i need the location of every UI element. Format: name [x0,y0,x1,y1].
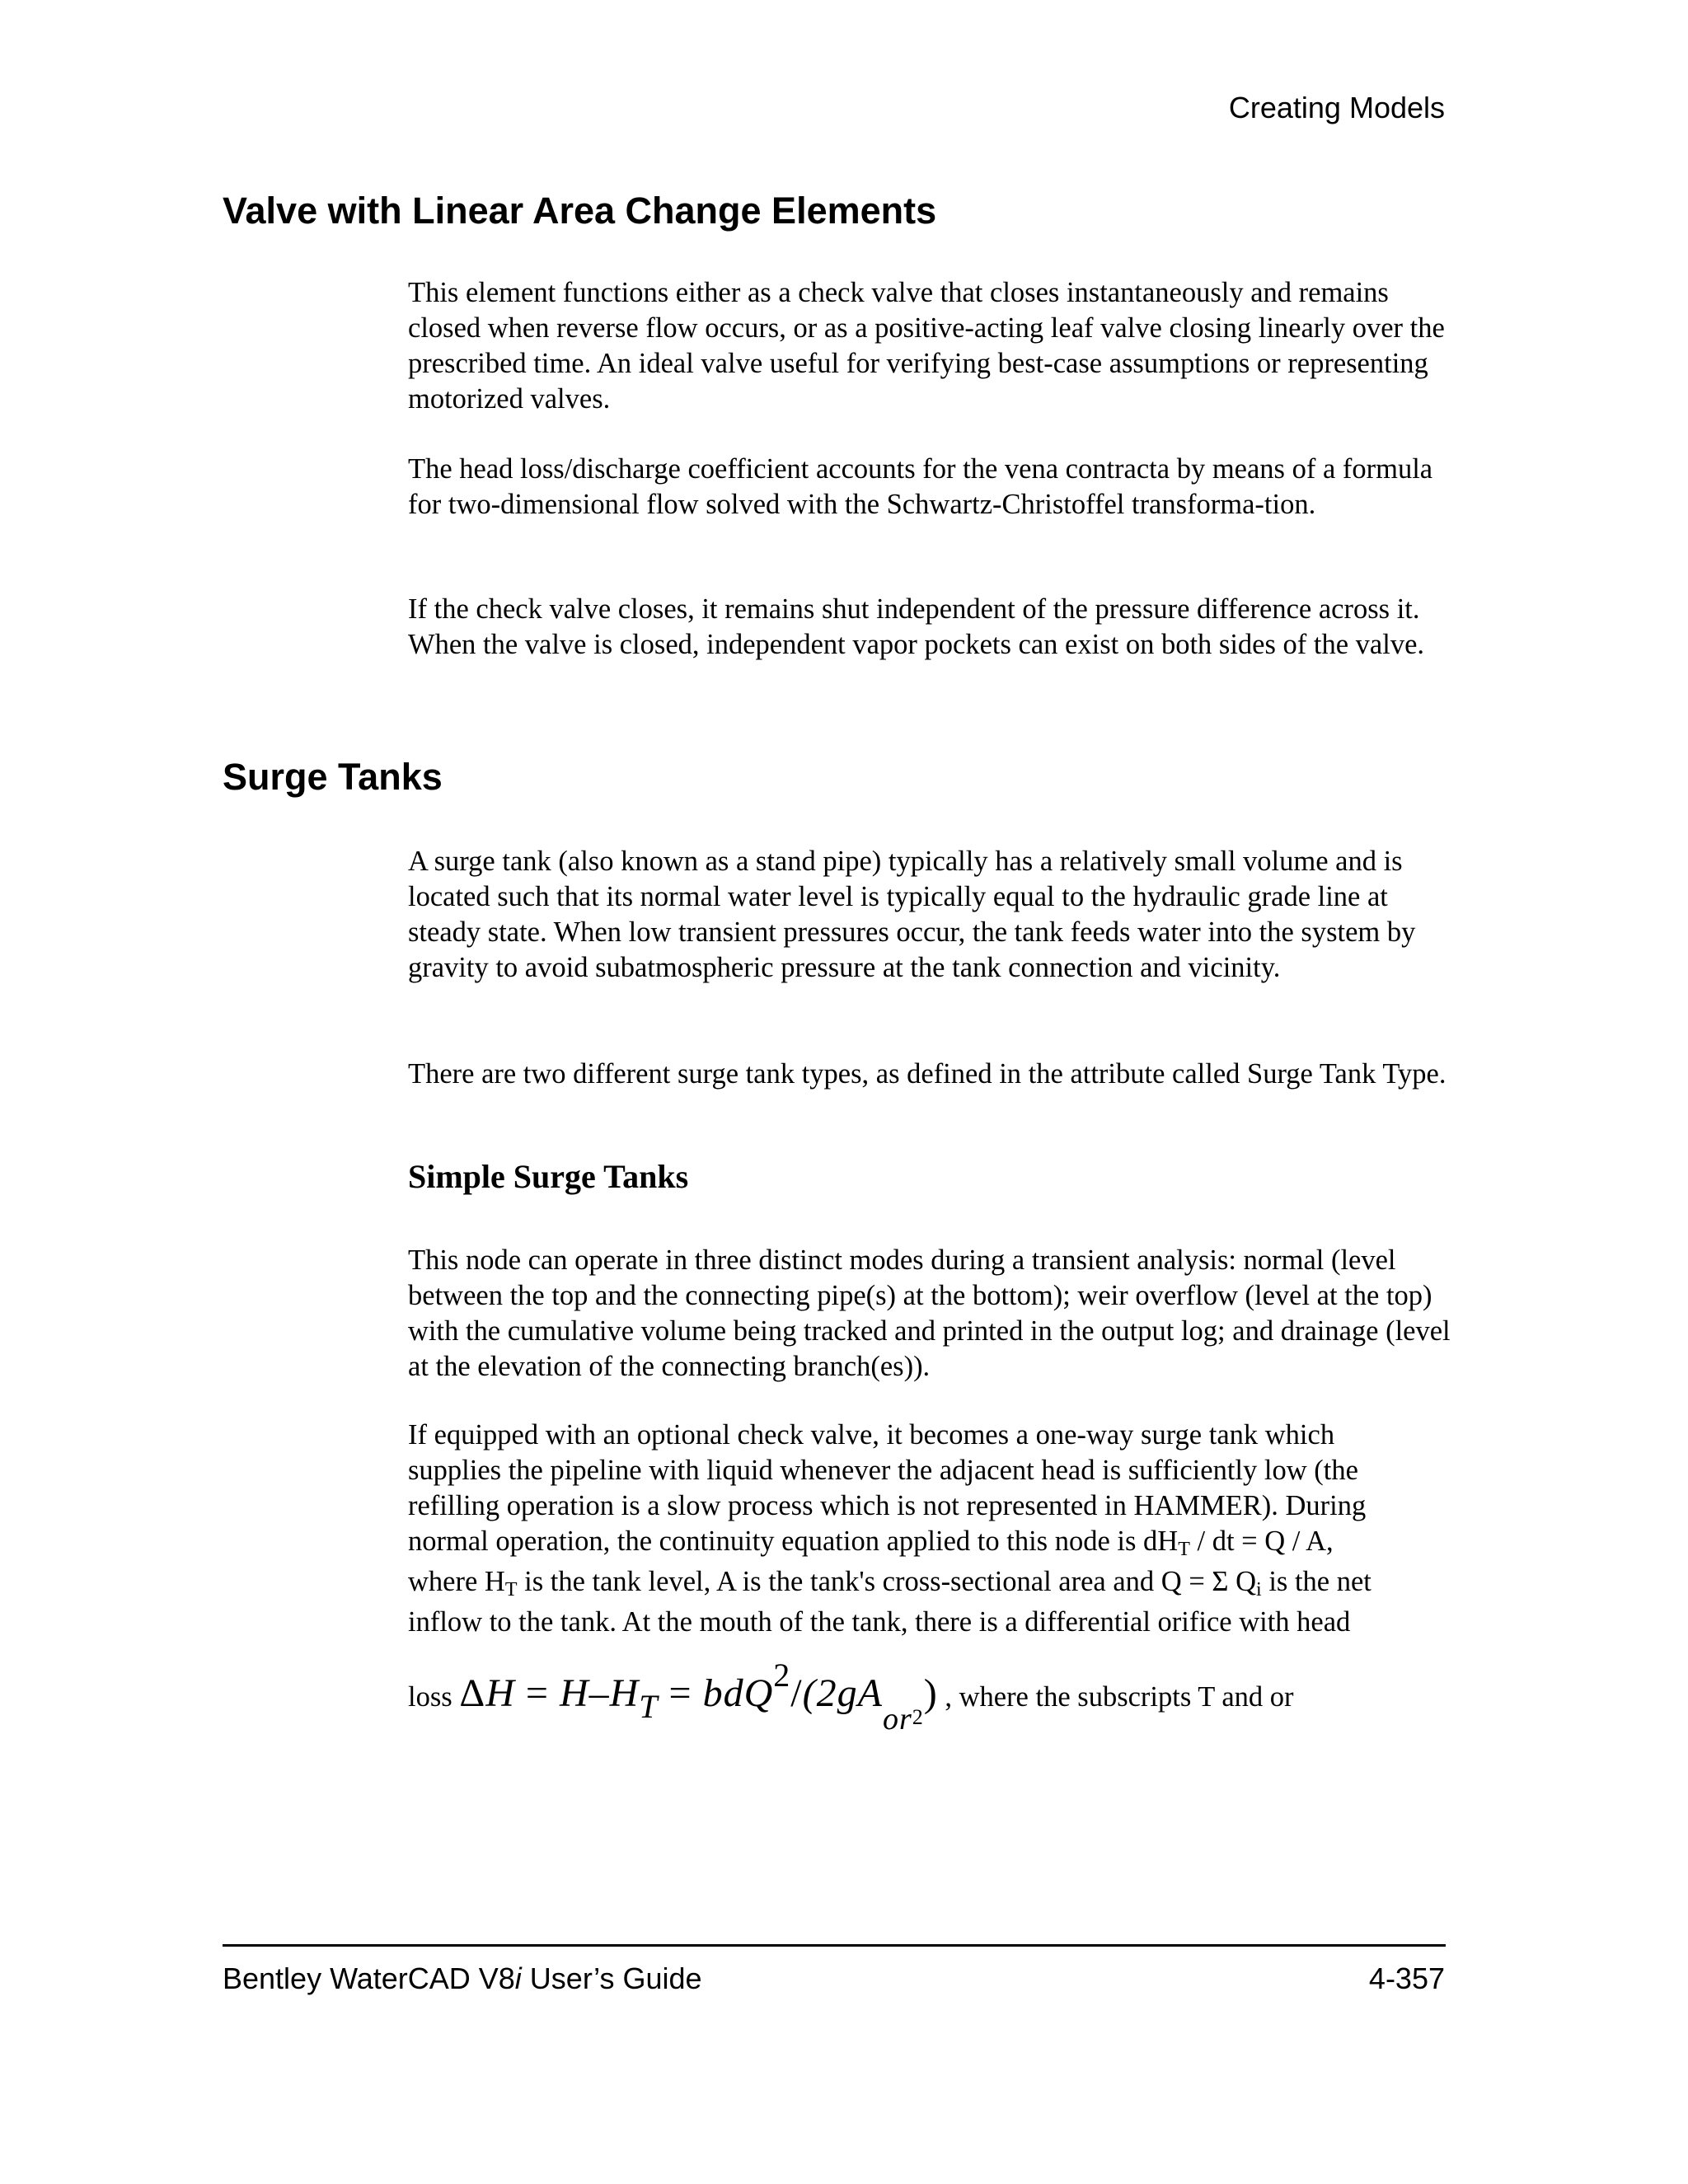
subscript: i [1256,1579,1262,1601]
formula-term: H [609,1671,640,1715]
formula-operator: = [525,1671,549,1715]
text-line: refilling operation is a slow process which is not represented in HAMMER). During [408,1490,1367,1521]
running-header: Creating Models [1228,91,1445,124]
text-line: supplies the pipeline with liquid whenever the adjacent head is sufficiently low (the [408,1455,1358,1486]
text-line: If equipped with an optional check valve, it becomes a one-way surge tank which [408,1419,1335,1451]
formula-superscript: 2 [773,1657,791,1694]
text-line-tank-level [408,1559,1451,1605]
formula-operator: ) [923,1671,938,1715]
formula-line [408,1657,1294,1736]
footer-divider [223,1944,1446,1947]
formula-term: (2gA [802,1671,883,1715]
paragraph-surge-definition: A surge tank (also known as a stand pipe) typically has a relatively small volume and is located such that its normal water level is typically equal to the hydraulic grade line at steady state. When low transient pressures occur, the tank feeds water into the system by gravity to avoid subatmospheric pressure at the tank connection and vicinity. [408,846,1416,983]
text-line-continuity [408,1524,1451,1559]
formula-subscript-text: or [882,1702,912,1736]
subscript: T [1178,1539,1190,1560]
paragraph-valve-function: This element functions either as a check valve that closes instantaneously and remains closed when reverse flow occurs, or as a positive-acting leaf valve closing linearly over the prescribed time. An ideal valve useful for verifying best-case assumptions or representing motorized valves. [408,277,1445,415]
formula-operator: – [588,1671,610,1715]
subscript: T [504,1579,518,1601]
paragraph-check-valve [408,1418,1451,1640]
formula-subscript-exponent: 2 [912,1705,924,1729]
text-line: inflow to the tank. At the mouth of the tank, there is a differential orifice with head [408,1606,1351,1638]
text-fragment: is the net [1261,1566,1372,1597]
footer-title-part: User’s Guide [521,1961,702,1995]
formula-subscript: T [639,1688,659,1725]
section-heading-surge-tanks: Surge Tanks [223,756,443,798]
formula-operator: / [790,1671,803,1715]
footer-book-title [223,1960,702,1998]
page-number: 4-357 [1368,1961,1445,1995]
subsection-heading-simple-surge-tanks: Simple Surge Tanks [408,1158,689,1195]
formula-prefix: loss [408,1681,452,1713]
formula-term: H [485,1671,515,1715]
section-heading-valve: Valve with Linear Area Change Elements [223,190,937,232]
footer-title-italic: i [514,1961,522,1995]
paragraph-valve-coefficient: The head loss/discharge coefficient accounts for the vena contracta by means of a formula for two-dimensional flow solved with the Schwartz-Christoffel transforma-tion. [408,453,1433,520]
paragraph-surge-types: There are two different surge tank types, as defined in the attribute called Surge Tank Type. [408,1058,1447,1090]
text-fragment: normal operation, the continuity equation applied to this node is dH [408,1526,1179,1557]
formula-operator: = [668,1671,692,1715]
text-fragment: where H [408,1566,505,1597]
delta-symbol: Δ [459,1671,486,1715]
formula-subscript [883,1702,924,1736]
formula-term: bdQ [702,1671,774,1715]
text-fragment: / dt = Q / A, [1189,1526,1334,1557]
paragraph-simple-modes: This node can operate in three distinct modes during a transient analysis: normal (level between the top and the connecting pipe(s) at the bottom); weir overflow (level at the top) with the cumulative volume being tracked and printed in the output log; and drainage (level at the elevation of the connecting branch(es)). [408,1244,1451,1382]
paragraph-valve-closed: If the check valve closes, it remains shut independent of the pressure difference across it. When the valve is closed, independent vapor pockets can exist on both sides of the valve. [408,593,1425,660]
formula-suffix: , where the subscripts T and or [945,1681,1294,1713]
head-loss-formula [459,1657,938,1736]
formula-term: H [559,1671,589,1715]
text-fragment: is the tank level, A is the tank's cross-sectional area and Q = Σ Q [517,1566,1257,1597]
footer-title-part: Bentley WaterCAD V8 [223,1961,515,1995]
